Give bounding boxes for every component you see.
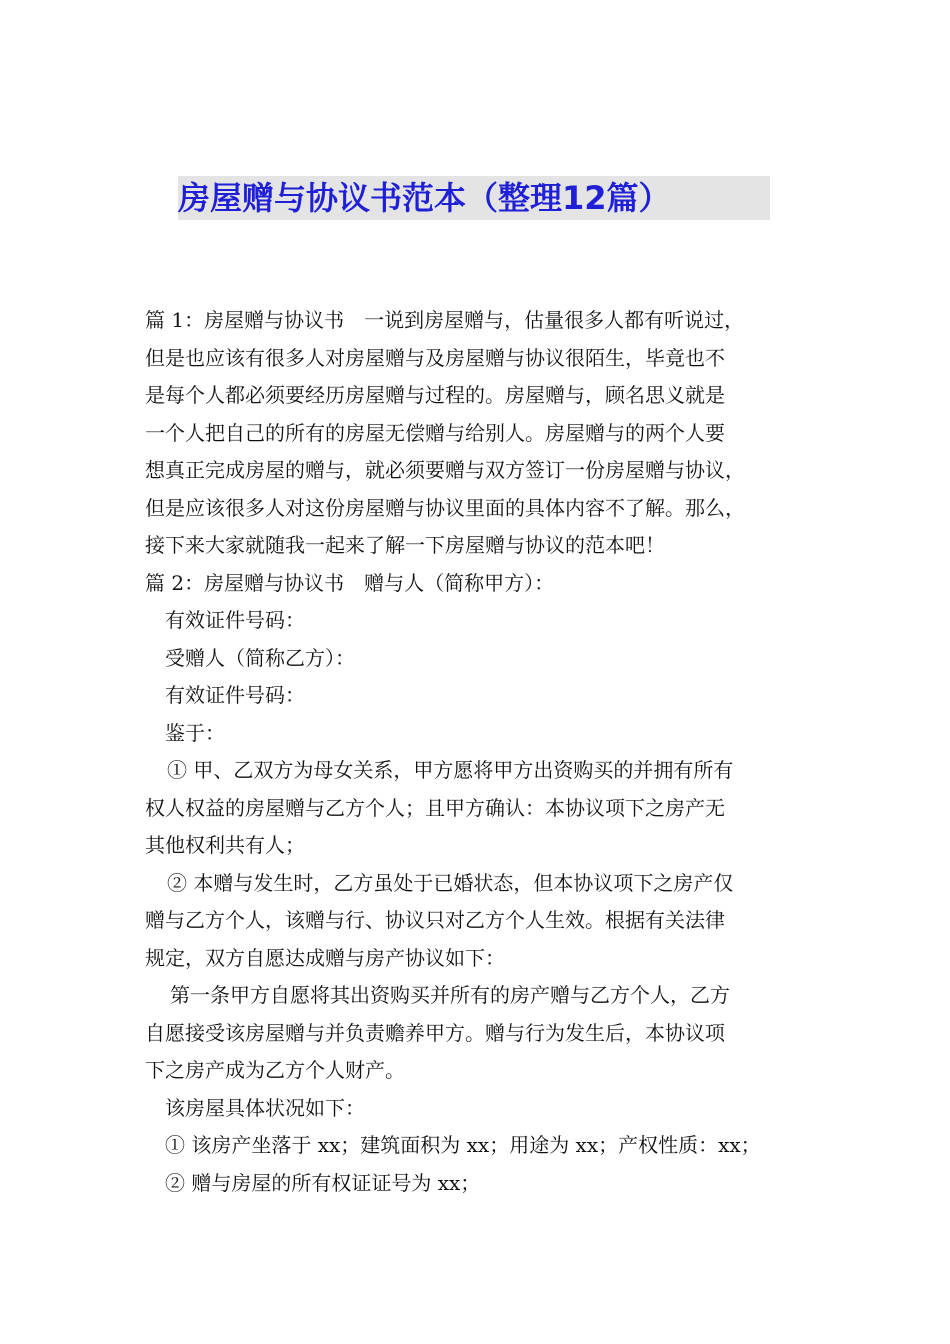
body-line: 一个人把自己的所有的房屋无偿赠与给别人。房屋赠与的两个人要 <box>145 420 725 445</box>
document-body <box>145 302 825 1202</box>
body-line: 赠与乙方个人，该赠与行、协议只对乙方个人生效。根据有关法律 <box>145 908 725 932</box>
body-line: 鉴于： <box>165 720 225 745</box>
body-line: ② 赠与房屋的所有权证证号为 xx； <box>165 1170 481 1195</box>
body-line: 权人权益的房屋赠与乙方个人；且甲方确认：本协议项下之房产无 <box>145 795 725 820</box>
body-line: 下之房产成为乙方个人财产。 <box>145 1058 405 1082</box>
body-line: 其他权利共有人； <box>145 833 305 857</box>
body-line: 但是也应该有很多人对房屋赠与及房屋赠与协议很陌生，毕竟也不 <box>145 345 725 370</box>
body-line: 规定，双方自愿达成赠与房产协议如下： <box>145 945 505 970</box>
body-line: 篇 1：房屋赠与协议书 一说到房屋赠与，估量很多人都有听说过， <box>145 308 745 332</box>
body-line: 但是应该很多人对这份房屋赠与协议里面的具体内容不了解。那么， <box>145 495 745 520</box>
body-line: 篇 2：房屋赠与协议书 赠与人（简称甲方）： <box>145 570 555 595</box>
body-line: 第一条甲方自愿将其出资购买并所有的房产赠与乙方个人，乙方 <box>170 983 730 1007</box>
body-line: ② 本赠与发生时，乙方虽处于已婚状态，但本协议项下之房产仅 <box>167 870 734 895</box>
title-highlight <box>178 176 770 220</box>
body-line: 自愿接受该房屋赠与并负责赡养甲方。赠与行为发生后，本协议项 <box>145 1020 725 1045</box>
body-line: ① 甲、乙双方为母女关系，甲方愿将甲方出资购买的并拥有所有 <box>167 758 734 782</box>
body-line: 有效证件号码： <box>165 683 305 707</box>
body-line: 该房屋具体状况如下： <box>165 1095 365 1120</box>
body-line: 想真正完成房屋的赠与，就必须要赠与双方签订一份房屋赠与协议， <box>145 458 745 482</box>
body-line: ① 该房产坐落于 xx；建筑面积为 xx；用途为 xx；产权性质：xx； <box>165 1133 761 1157</box>
body-line: 有效证件号码： <box>165 608 305 632</box>
body-line: 受赠人（简称乙方）： <box>165 645 355 670</box>
body-line: 是每个人都必须要经历房屋赠与过程的。房屋赠与，顾名思义就是 <box>145 383 725 407</box>
body-line: 接下来大家就随我一起来了解一下房屋赠与协议的范本吧！ <box>145 533 665 557</box>
document-title: 房屋赠与协议书范本（整理12篇） <box>178 179 671 217</box>
